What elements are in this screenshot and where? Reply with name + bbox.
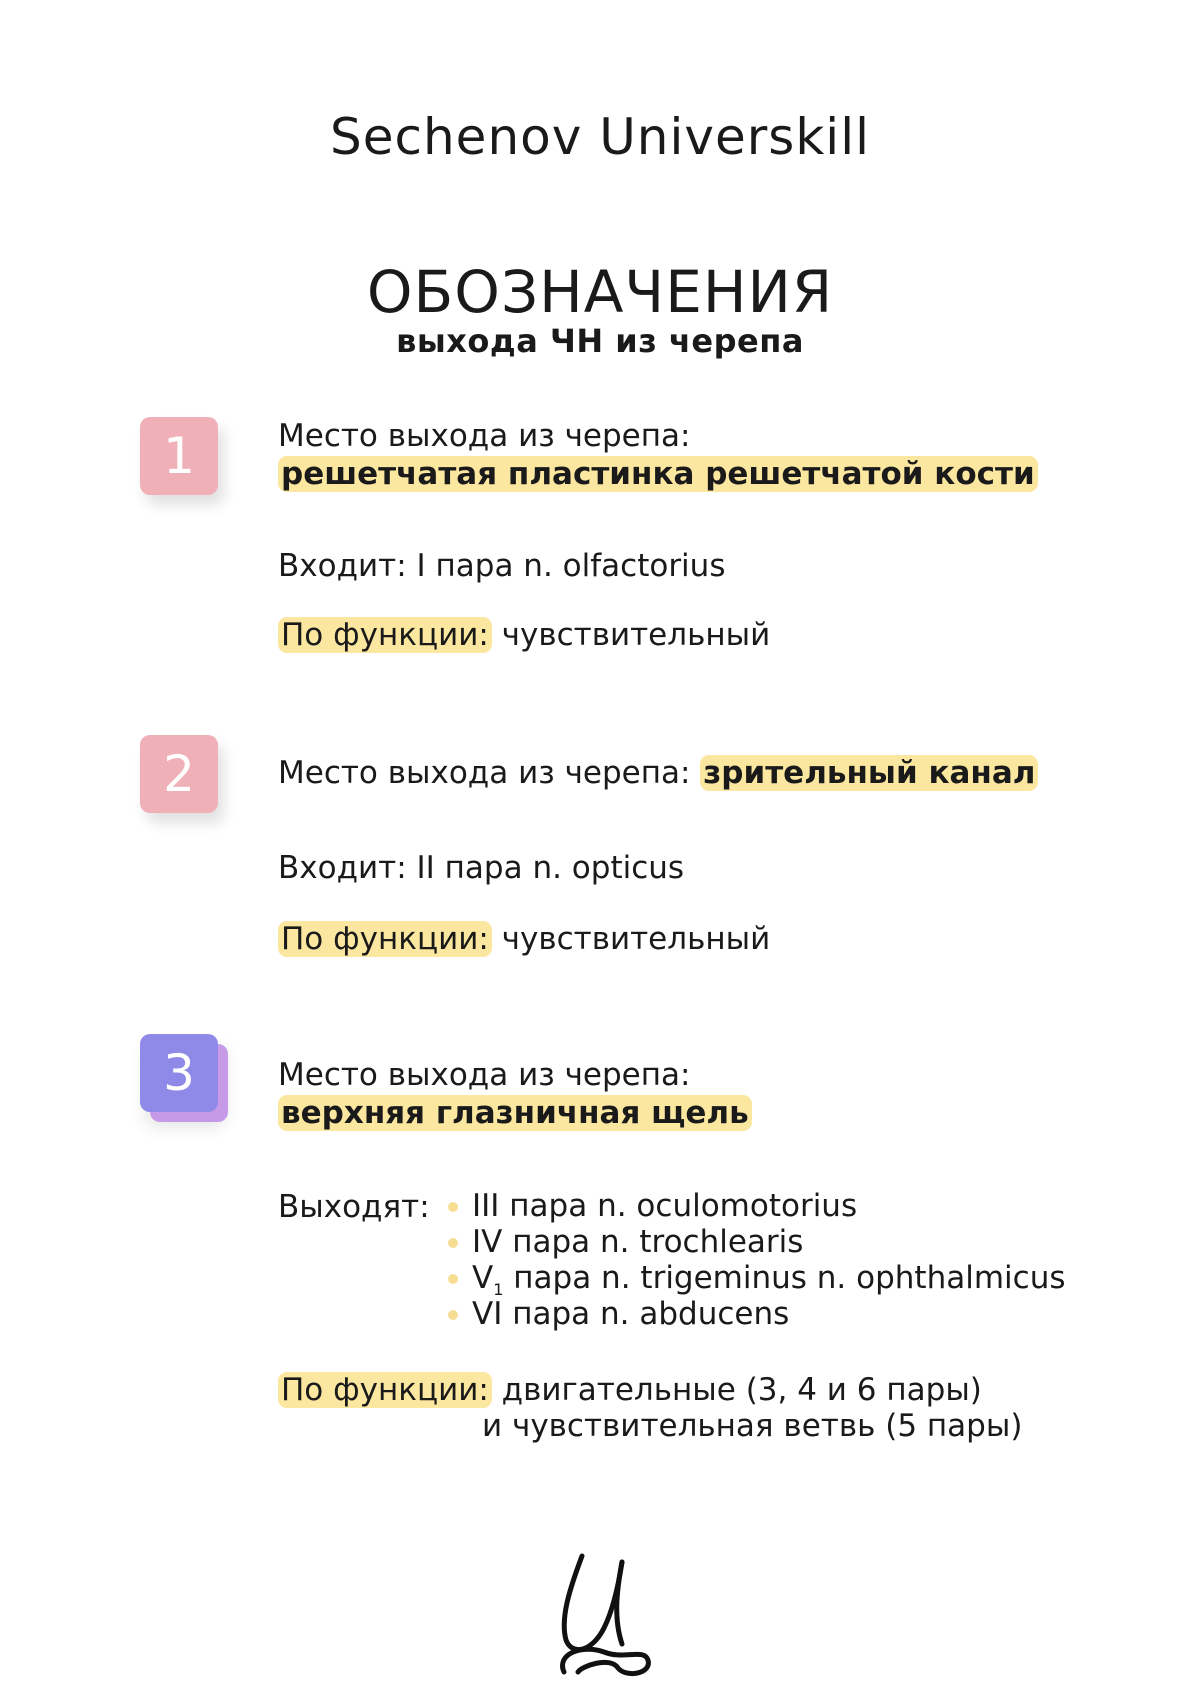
list-item-text: V (472, 1260, 494, 1296)
section-2-exit-highlight: зрительный канал (700, 755, 1038, 791)
section-2-function (278, 921, 770, 957)
list-item-text: IV пара n. trochlearis (472, 1224, 804, 1260)
list-item-text: VI пара n. abducens (472, 1296, 790, 1332)
section-1-exit-value (278, 456, 1038, 492)
section-3-exit-value (278, 1095, 752, 1131)
section-1-function (278, 617, 770, 653)
section-2-enter: Входит: II пара n. opticus (278, 850, 685, 886)
section-2-function-label: По функции: (278, 921, 492, 957)
page-subtitle: выхода ЧН из черепа (396, 322, 804, 360)
bullet-dot-icon (448, 1238, 458, 1248)
section-1-enter: Входит: I пара n. olfactorius (278, 548, 726, 584)
section-1-exit-label: Место выхода из черепа: (278, 418, 691, 454)
section-1-exit-highlight: решетчатая пластинка решетчатой кости (278, 456, 1038, 492)
section-2-function-value: чувствительный (501, 921, 771, 957)
bullet-dot-icon (448, 1310, 458, 1320)
list-item (444, 1296, 1066, 1332)
section-3-exit-label: Место выхода из черепа: (278, 1057, 691, 1093)
list-item-text-rest: пара n. trigeminus n. ophthalmicus (513, 1260, 1066, 1296)
section-1-function-value: чувствительный (501, 617, 771, 653)
section-1-badge: 1 (140, 417, 218, 495)
bullet-dot-icon (448, 1274, 458, 1284)
section-3-function-label: По функции: (278, 1372, 492, 1408)
section-3-exit-highlight: верхняя глазничная щель (278, 1095, 752, 1131)
section-2-exit (278, 755, 1038, 791)
list-item (444, 1224, 1066, 1260)
section-1-function-label: По функции: (278, 617, 492, 653)
section-3-exits-label: Выходят: (278, 1189, 430, 1225)
section-2-badge: 2 (140, 735, 218, 813)
section-3-function-value-1: двигательные (3, 4 и 6 пары) (501, 1372, 982, 1408)
list-item (444, 1260, 1066, 1300)
list-item-text: III пара n. oculomotorius (472, 1188, 858, 1224)
list-item (444, 1188, 1066, 1224)
universkill-logo-icon (552, 1548, 662, 1678)
section-3-exits-list (444, 1188, 1066, 1332)
page-title: ОБОЗНАЧЕНИЯ (366, 258, 834, 326)
section-3-function (278, 1372, 982, 1408)
section-3-badge: 3 (140, 1034, 218, 1112)
brand-name: Sechenov Universkill (330, 108, 870, 166)
bullet-dot-icon (448, 1202, 458, 1212)
list-item-subscript: 1 (493, 1280, 504, 1300)
section-3-function-cont: и чувствительная ветвь (5 пары) (482, 1408, 1023, 1444)
section-2-exit-label: Место выхода из черепа: (278, 755, 691, 791)
